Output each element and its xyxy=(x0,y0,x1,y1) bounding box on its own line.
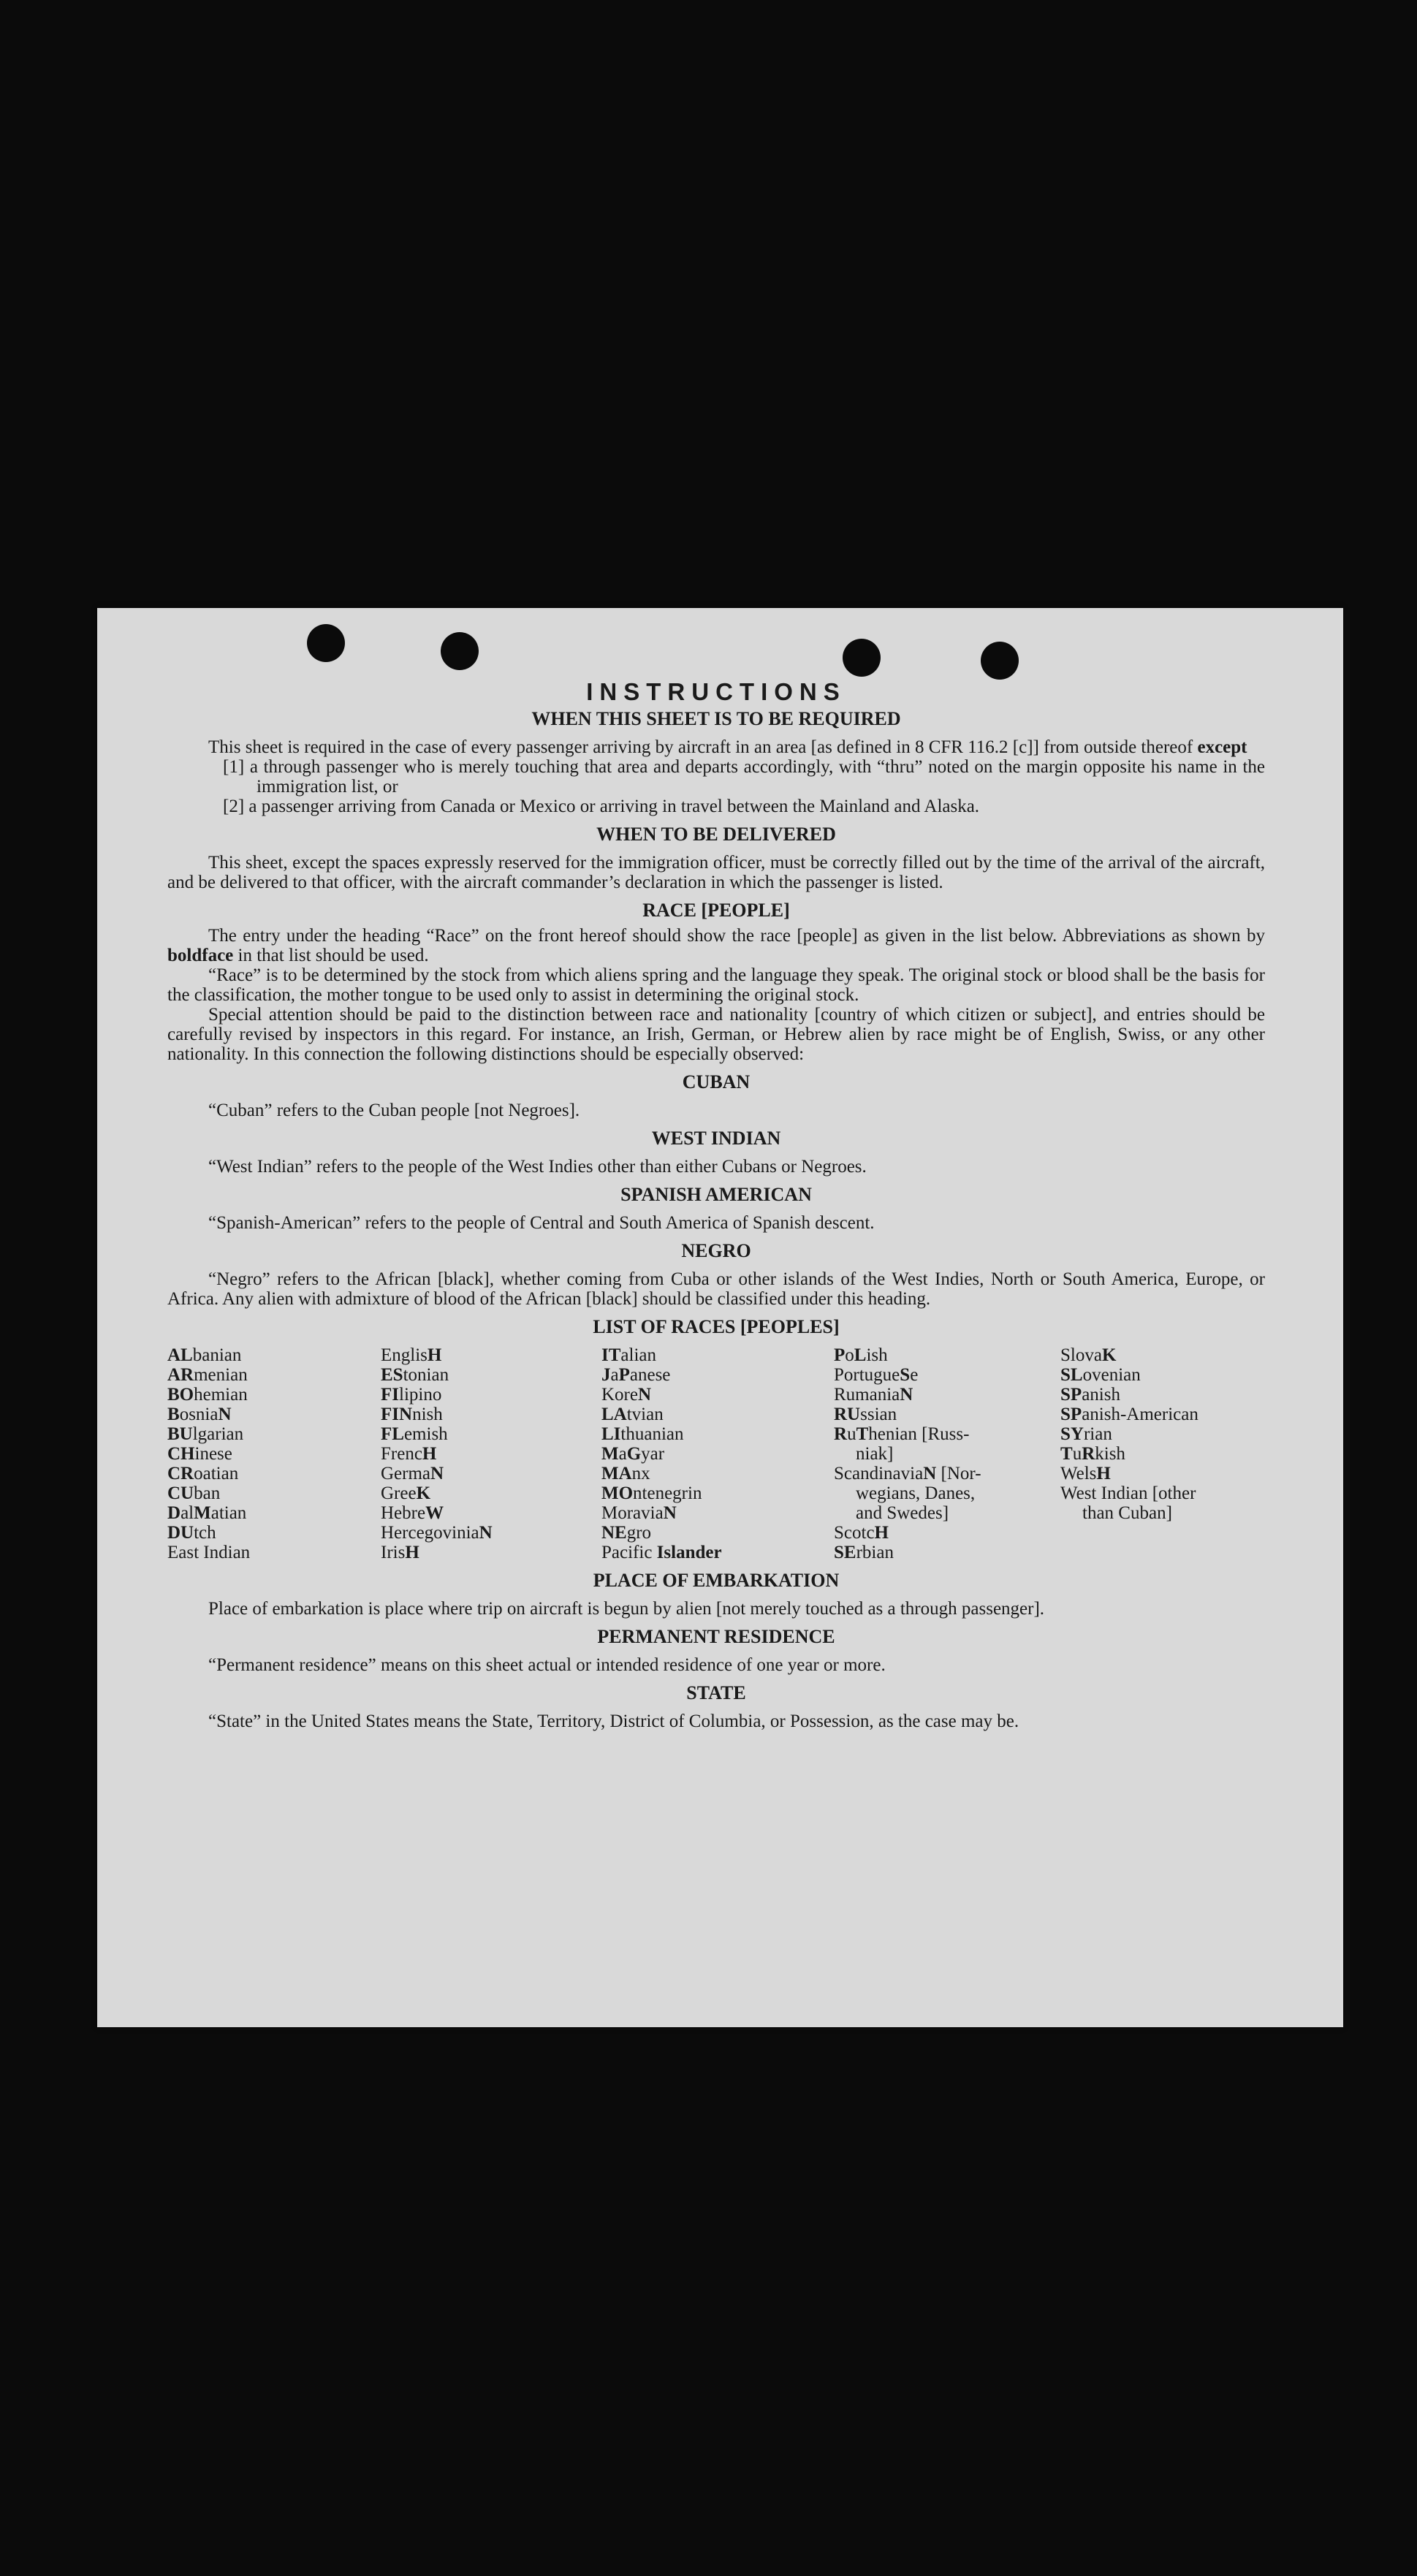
race-abbrev: CR xyxy=(167,1464,194,1483)
race-entry xyxy=(381,1503,601,1523)
west-indian-text: “West Indian” refers to the people of the West Indies other than either Cubans or Negroes. xyxy=(208,1157,867,1177)
race-text: Hercegovinia xyxy=(381,1523,479,1543)
race-entry xyxy=(381,1345,601,1365)
race-entry xyxy=(381,1365,601,1385)
race-text: ovenian xyxy=(1082,1365,1141,1385)
race-entry xyxy=(834,1345,1060,1365)
race-entry xyxy=(601,1503,834,1523)
race-abbrev: H xyxy=(422,1444,437,1464)
race-entry xyxy=(601,1424,834,1444)
race-abbrev: N xyxy=(900,1385,913,1405)
race-text: osnia xyxy=(179,1405,219,1424)
race-entry xyxy=(381,1444,601,1464)
race-abbrev: M xyxy=(601,1444,619,1464)
race-entry xyxy=(381,1483,601,1503)
race-text: inese xyxy=(194,1444,232,1464)
cuban-text: “Cuban” refers to the Cuban people [not Negroes]. xyxy=(208,1101,580,1120)
race-entry xyxy=(834,1523,1060,1543)
race-abbrev: N xyxy=(923,1464,937,1483)
race-entry xyxy=(834,1444,1060,1464)
race-text: Portugue xyxy=(834,1365,900,1385)
race-abbrev: AR xyxy=(167,1365,194,1385)
instruction-sheet xyxy=(97,608,1343,2027)
race-abbrev: N xyxy=(663,1503,677,1523)
race-text: Germa xyxy=(381,1464,431,1483)
race-text: Hebre xyxy=(381,1503,426,1523)
heading-west-indian: WEST INDIAN xyxy=(651,1128,781,1149)
race-text: wegians, Danes, xyxy=(856,1483,976,1503)
race-abbrev: SP xyxy=(1060,1385,1082,1405)
race-entry xyxy=(1060,1365,1265,1385)
race-abbrev: DU xyxy=(167,1523,194,1543)
race-abbrev: Islander xyxy=(656,1543,722,1562)
race-entry xyxy=(381,1523,601,1543)
race-abbrev: BU xyxy=(167,1424,193,1444)
race-abbrev: SL xyxy=(1060,1365,1083,1385)
race-abbrev: CU xyxy=(167,1483,194,1503)
race-text: and Swedes] xyxy=(856,1503,949,1523)
required-intro xyxy=(167,737,1265,757)
required-item-2: [2] a passenger arriving from Canada or Mexico or arriving in travel between the Mainland and Alaska. xyxy=(223,797,980,816)
race-abbrev: BO xyxy=(167,1385,194,1405)
race-abbrev: MO xyxy=(601,1483,634,1503)
race-abbrev: AL xyxy=(167,1345,193,1365)
punch-hole-4 xyxy=(981,642,1019,680)
race-text: tonian xyxy=(403,1365,449,1385)
required-item-1: [1] a through passenger who is merely touching that area and departs accordingly, with “thru” noted on the margin opposite his name in the immigration list, or xyxy=(223,757,1265,797)
race-text: Moravia xyxy=(601,1503,664,1523)
race-entry xyxy=(381,1464,601,1483)
race-text: henian [Russ- xyxy=(868,1424,970,1444)
race-abbrev: N xyxy=(218,1405,232,1424)
race-entry xyxy=(1060,1483,1265,1503)
race-entry xyxy=(381,1424,601,1444)
race-entry xyxy=(1060,1405,1265,1424)
race-abbrev: N xyxy=(637,1385,652,1405)
races-column-2 xyxy=(381,1345,601,1562)
heading-list-of-races: LIST OF RACES [PEOPLES] xyxy=(593,1316,840,1337)
race-abbrev: L xyxy=(854,1345,867,1365)
races-list xyxy=(167,1345,1265,1562)
race-entry xyxy=(381,1405,601,1424)
race-abbrev: FI xyxy=(381,1385,399,1405)
race-entry xyxy=(601,1543,834,1562)
required-intro-text: This sheet is required in the case of every passenger arriving by aircraft in an area [as defined in 8 CFR 116.2 [c]] from outside thereof xyxy=(208,737,1198,757)
embarkation-text: Place of embarkation is place where trip on aircraft is begun by alien [not merely touched as a through passenger]. xyxy=(208,1599,1045,1619)
race-abbrev: G xyxy=(626,1444,642,1464)
race-p1-a: The entry under the heading “Race” on the front hereof should show the race [people] as given in the list below. Abbreviations as shown by xyxy=(208,926,1265,946)
race-entry xyxy=(1060,1385,1265,1405)
race-entry xyxy=(834,1405,1060,1424)
race-text: atian xyxy=(210,1503,247,1523)
heading-when-required: WHEN THIS SHEET IS TO BE REQUIRED xyxy=(531,708,901,729)
race-text: nish xyxy=(412,1405,443,1424)
race-abbrev: R xyxy=(834,1424,848,1444)
race-entry xyxy=(601,1405,834,1424)
race-text: Wels xyxy=(1060,1464,1097,1483)
race-text: anese xyxy=(629,1365,671,1385)
race-text: gro xyxy=(626,1523,652,1543)
race-abbrev: T xyxy=(1060,1444,1073,1464)
races-column-5 xyxy=(1060,1345,1265,1562)
race-text: niak] xyxy=(856,1444,894,1464)
race-text: oatian xyxy=(194,1464,239,1483)
race-entry xyxy=(601,1483,834,1503)
race-text: u xyxy=(1072,1444,1082,1464)
race-text: than Cuban] xyxy=(1082,1503,1172,1523)
negro-text: “Negro” refers to the African [black], whether coming from Cuba or other islands of the West Indies, North or South America, Europe, or Africa. Any alien with admixture of blood of the African [black] should be classified under this heading. xyxy=(167,1269,1265,1309)
race-abbrev: LI xyxy=(601,1424,621,1444)
race-text: Pacific xyxy=(601,1543,657,1562)
race-entry xyxy=(167,1523,381,1543)
race-text: Slova xyxy=(1060,1345,1102,1365)
state-text: “State” in the United States means the State, Territory, District of Columbia, or Possession, as the case may be. xyxy=(208,1711,1019,1731)
spanish-american-text: “Spanish-American” refers to the people of Central and South America of Spanish descent. xyxy=(208,1213,875,1233)
race-abbrev: P xyxy=(618,1365,630,1385)
race-entry xyxy=(167,1385,381,1405)
punch-hole-1 xyxy=(307,624,345,662)
race-entry xyxy=(167,1405,381,1424)
race-entry xyxy=(834,1385,1060,1405)
race-text: ish xyxy=(866,1345,888,1365)
page-title: INSTRUCTIONS xyxy=(586,678,846,705)
race-entry xyxy=(381,1543,601,1562)
race-text: u xyxy=(847,1424,856,1444)
race-text: emish xyxy=(403,1424,448,1444)
race-entry xyxy=(601,1345,834,1365)
race-entry xyxy=(834,1464,1060,1483)
race-entry xyxy=(601,1385,834,1405)
race-boldface: boldface xyxy=(167,946,234,965)
races-column-4 xyxy=(834,1345,1060,1562)
race-text: ban xyxy=(194,1483,221,1503)
races-column-1 xyxy=(167,1345,381,1562)
heading-spanish-american: SPANISH AMERICAN xyxy=(620,1184,812,1205)
race-entry xyxy=(381,1385,601,1405)
race-abbrev: N xyxy=(399,1405,413,1424)
race-text: ssian xyxy=(860,1405,897,1424)
race-text: East Indian xyxy=(167,1543,251,1562)
race-text: rbian xyxy=(856,1543,894,1562)
race-text: Englis xyxy=(381,1345,428,1365)
race-text: lgarian xyxy=(192,1424,244,1444)
required-except: except xyxy=(1197,737,1247,757)
race-p1-c: in that list should be used. xyxy=(233,946,429,965)
sheet-content xyxy=(167,677,1265,1731)
race-text: e xyxy=(910,1365,919,1385)
race-abbrev: N xyxy=(430,1464,444,1483)
race-text: [Nor- xyxy=(936,1464,981,1483)
heading-race: RACE [PEOPLE] xyxy=(642,900,790,921)
race-text: a xyxy=(618,1444,627,1464)
race-text: West Indian [other xyxy=(1060,1483,1196,1503)
races-column-3 xyxy=(601,1345,834,1562)
race-abbrev: SE xyxy=(834,1543,856,1562)
race-abbrev: ES xyxy=(381,1365,403,1385)
race-entry xyxy=(167,1345,381,1365)
race-entry xyxy=(601,1464,834,1483)
race-abbrev: LA xyxy=(601,1405,627,1424)
race-p1 xyxy=(167,926,1265,965)
race-abbrev: K xyxy=(416,1483,431,1503)
race-abbrev: W xyxy=(425,1503,444,1523)
race-entry xyxy=(167,1365,381,1385)
race-text: nx xyxy=(631,1464,650,1483)
race-abbrev: R xyxy=(1082,1444,1095,1464)
race-text: tch xyxy=(194,1523,216,1543)
race-abbrev: K xyxy=(1101,1345,1117,1365)
race-text: al xyxy=(181,1503,194,1523)
residence-text: “Permanent residence” means on this sheet actual or intended residence of one year or more. xyxy=(208,1655,886,1675)
race-text: banian xyxy=(192,1345,242,1365)
race-abbrev: FL xyxy=(381,1424,404,1444)
race-text: Frenc xyxy=(381,1444,422,1464)
race-abbrev: MA xyxy=(601,1464,632,1483)
race-abbrev: P xyxy=(834,1345,846,1365)
race-text: Iris xyxy=(381,1543,406,1562)
race-text: yar xyxy=(641,1444,665,1464)
heading-embarkation: PLACE OF EMBARKATION xyxy=(593,1570,840,1591)
race-text: rian xyxy=(1083,1424,1112,1444)
race-entry xyxy=(167,1483,381,1503)
race-abbrev: H xyxy=(427,1345,442,1365)
race-entry xyxy=(1060,1464,1265,1483)
race-abbrev: SP xyxy=(1060,1405,1082,1424)
race-entry xyxy=(1060,1503,1265,1523)
punch-hole-3 xyxy=(843,639,881,677)
race-text: tvian xyxy=(626,1405,664,1424)
race-abbrev: H xyxy=(874,1523,889,1543)
race-entry xyxy=(601,1444,834,1464)
heading-state: STATE xyxy=(686,1682,746,1703)
heading-negro: NEGRO xyxy=(681,1240,751,1261)
race-entry xyxy=(167,1424,381,1444)
race-entry xyxy=(1060,1444,1265,1464)
race-text: Scotc xyxy=(834,1523,875,1543)
race-entry xyxy=(1060,1345,1265,1365)
race-entry xyxy=(167,1543,381,1562)
race-text: Kore xyxy=(601,1385,638,1405)
race-abbrev: D xyxy=(167,1503,181,1523)
race-entry xyxy=(167,1464,381,1483)
race-abbrev: S xyxy=(900,1365,911,1385)
race-entry xyxy=(167,1503,381,1523)
heading-when-delivered: WHEN TO BE DELIVERED xyxy=(596,824,836,845)
race-abbrev: H xyxy=(405,1543,419,1562)
race-abbrev: J xyxy=(601,1365,611,1385)
race-abbrev: FI xyxy=(381,1405,399,1424)
race-entry xyxy=(167,1444,381,1464)
race-text: hemian xyxy=(194,1385,248,1405)
race-p3: Special attention should be paid to the distinction between race and nationality [country of which citizen or subject], and entries should be carefully revised by inspectors in this regard. For instance, an Irish, German, or Hebrew alien by race might be of English, Swiss, or any other nationality. In this connection the following distinctions should be especially observed: xyxy=(167,1005,1265,1064)
race-text: alian xyxy=(620,1345,656,1365)
race-abbrev: M xyxy=(194,1503,211,1523)
race-abbrev: CH xyxy=(167,1444,195,1464)
race-text: Gree xyxy=(381,1483,417,1503)
race-text: o xyxy=(845,1345,854,1365)
race-text: anish xyxy=(1082,1385,1120,1405)
race-abbrev: RU xyxy=(834,1405,861,1424)
heading-permanent-residence: PERMANENT RESIDENCE xyxy=(597,1626,835,1647)
race-entry xyxy=(601,1523,834,1543)
race-text: thuanian xyxy=(620,1424,684,1444)
race-abbrev: H xyxy=(1096,1464,1111,1483)
race-abbrev: SY xyxy=(1060,1424,1084,1444)
race-entry xyxy=(834,1543,1060,1562)
race-text: a xyxy=(610,1365,619,1385)
delivered-text: This sheet, except the spaces expressly reserved for the immigration officer, must be correctly filled out by the time of the arrival of the aircraft, and be delivered to that officer, with the aircraft commander’s declaration in which the passenger is listed. xyxy=(167,853,1265,892)
race-abbrev: IT xyxy=(601,1345,621,1365)
race-p2: “Race” is to be determined by the stock from which aliens spring and the language they speak. The original stock or blood shall be the basis for the classification, the mother tongue to be used only to assist in determining the original stock. xyxy=(167,965,1265,1005)
race-text: ntenegrin xyxy=(633,1483,702,1503)
race-abbrev: T xyxy=(856,1424,869,1444)
race-entry xyxy=(1060,1424,1265,1444)
race-entry xyxy=(834,1365,1060,1385)
race-entry xyxy=(834,1503,1060,1523)
race-abbrev: N xyxy=(479,1523,493,1543)
race-text: Rumania xyxy=(834,1385,900,1405)
race-abbrev: NE xyxy=(601,1523,627,1543)
race-entry xyxy=(834,1483,1060,1503)
race-text: anish-American xyxy=(1082,1405,1198,1424)
race-text: Scandinavia xyxy=(834,1464,924,1483)
race-text: lipino xyxy=(399,1385,442,1405)
race-text: menian xyxy=(194,1365,248,1385)
punch-hole-2 xyxy=(441,632,479,670)
race-entry xyxy=(834,1424,1060,1444)
race-entry xyxy=(601,1365,834,1385)
race-text: kish xyxy=(1095,1444,1125,1464)
heading-cuban: CUBAN xyxy=(682,1071,751,1093)
race-abbrev: B xyxy=(167,1405,180,1424)
